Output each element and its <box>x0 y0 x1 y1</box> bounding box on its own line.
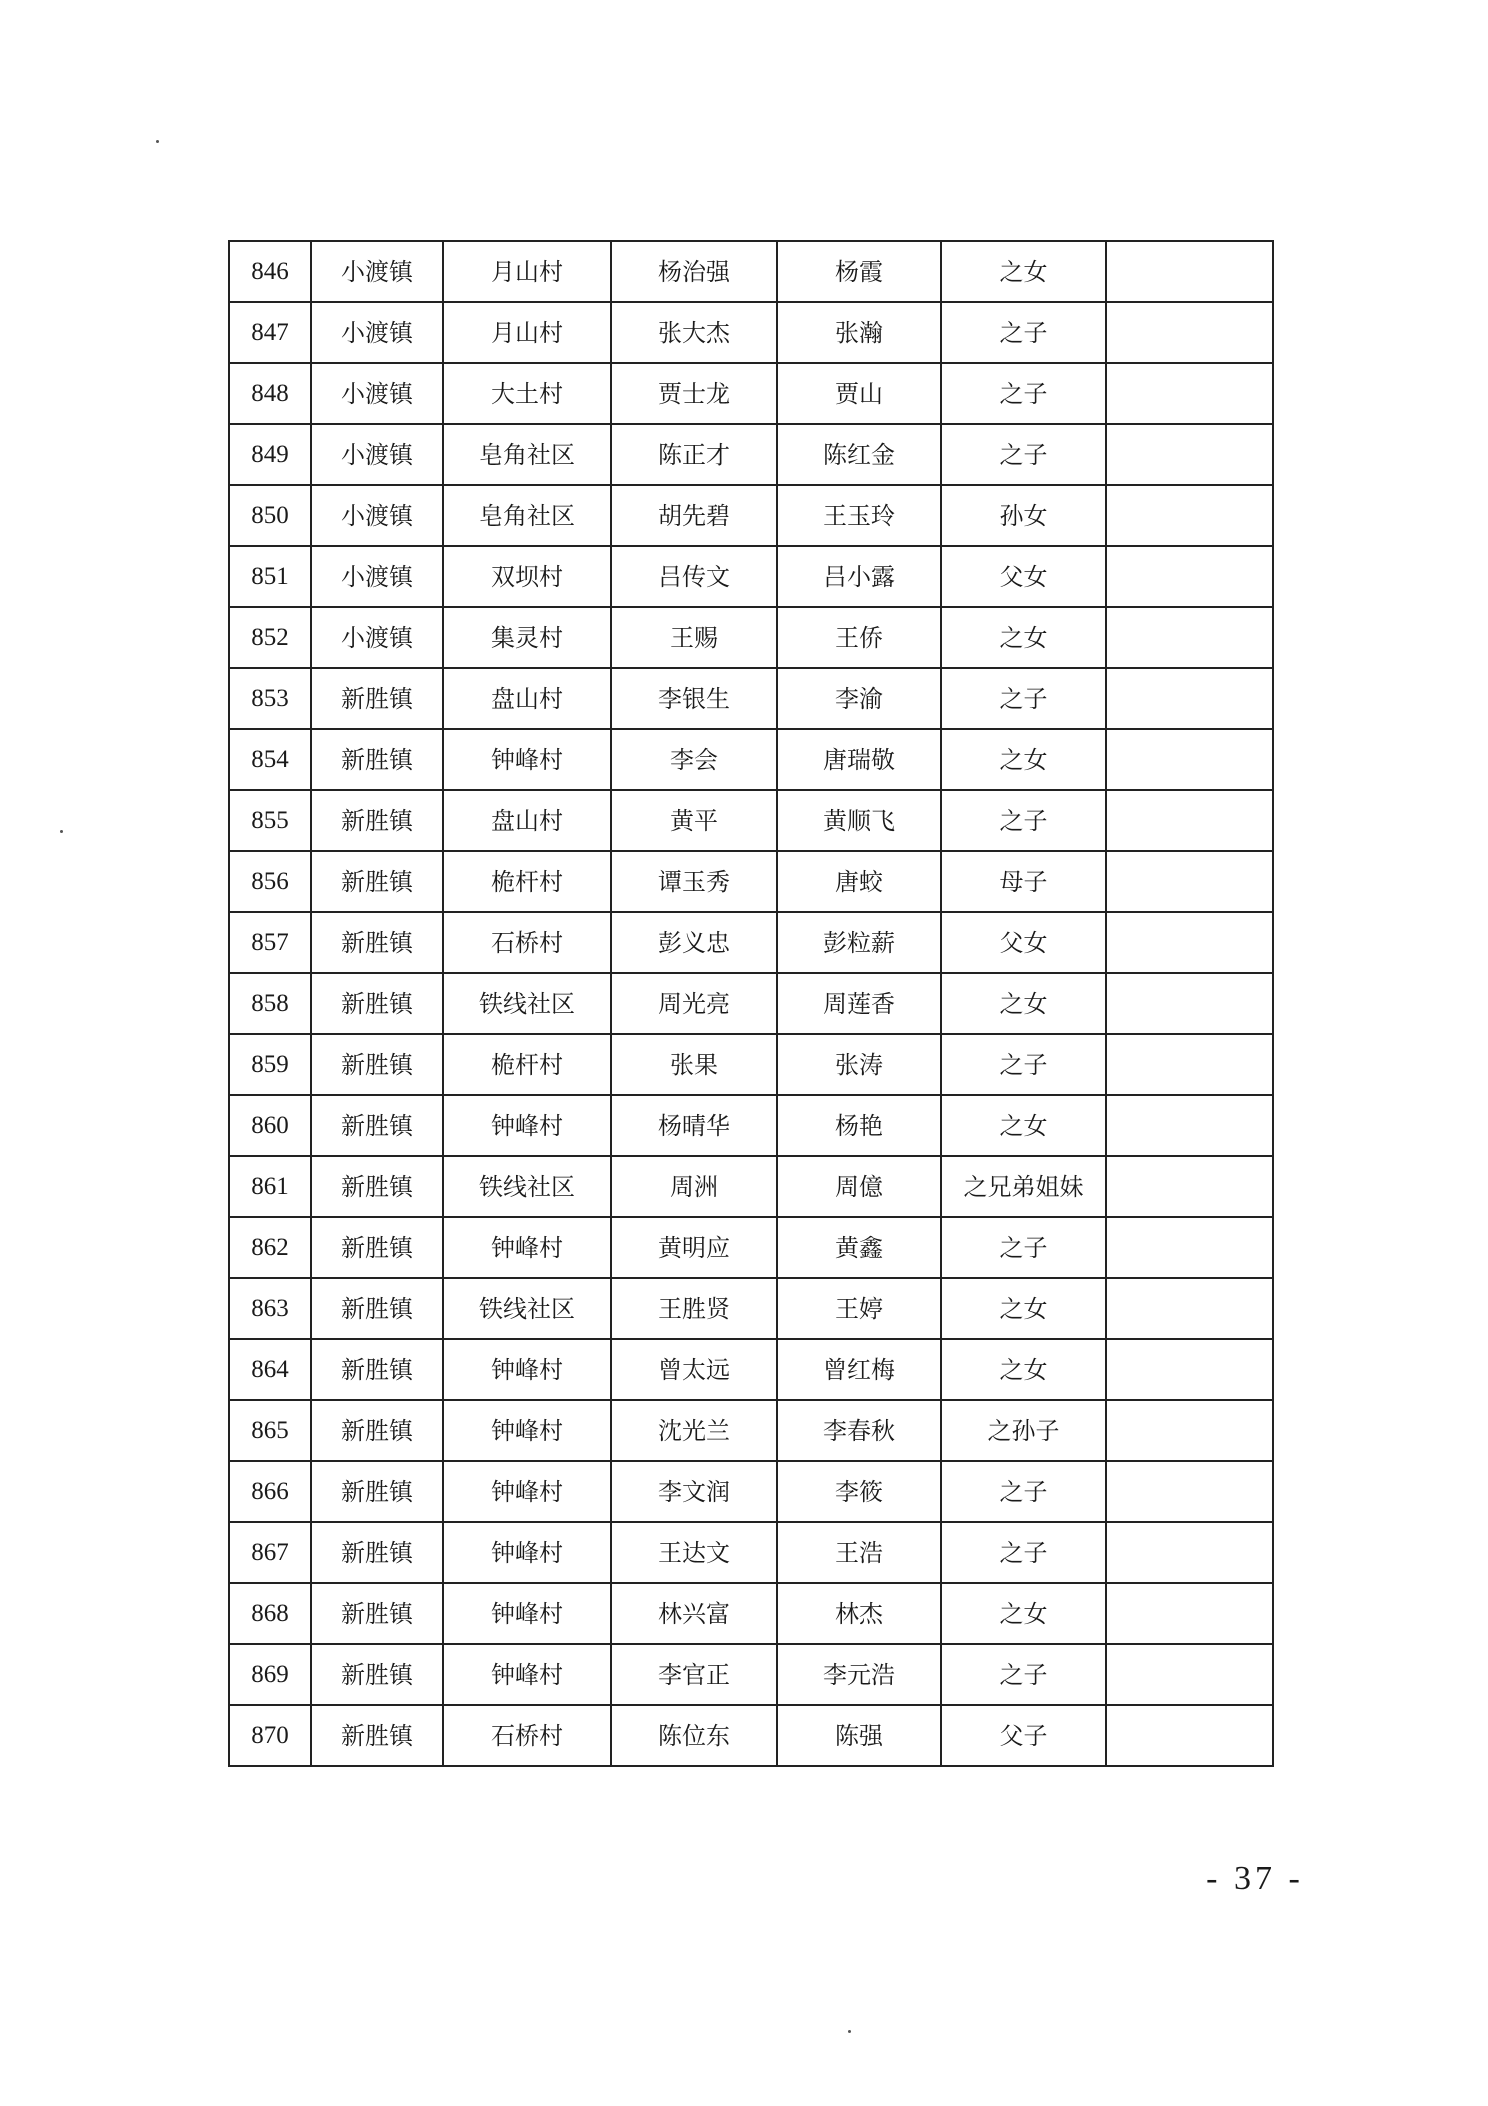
relative-cell: 张涛 <box>777 1034 941 1095</box>
relative-cell: 周億 <box>777 1156 941 1217</box>
note-cell <box>1106 546 1273 607</box>
row-number: 850 <box>229 485 311 546</box>
name-cell: 彭义忠 <box>611 912 777 973</box>
relative-cell: 周莲香 <box>777 973 941 1034</box>
note-cell <box>1106 1095 1273 1156</box>
table-row <box>229 851 1273 912</box>
town-cell: 小渡镇 <box>311 424 443 485</box>
relation-cell: 之女 <box>941 1583 1106 1644</box>
note-cell <box>1106 1034 1273 1095</box>
row-number: 852 <box>229 607 311 668</box>
town-cell: 新胜镇 <box>311 729 443 790</box>
village-cell: 双坝村 <box>443 546 611 607</box>
note-cell <box>1106 1522 1273 1583</box>
relative-cell: 李筱 <box>777 1461 941 1522</box>
town-cell: 小渡镇 <box>311 241 443 302</box>
table-row <box>229 485 1273 546</box>
relative-cell: 李渝 <box>777 668 941 729</box>
row-number: 864 <box>229 1339 311 1400</box>
village-cell: 石桥村 <box>443 912 611 973</box>
village-cell: 钟峰村 <box>443 1217 611 1278</box>
relative-cell: 陈强 <box>777 1705 941 1766</box>
name-cell: 李文润 <box>611 1461 777 1522</box>
name-cell: 李银生 <box>611 668 777 729</box>
note-cell <box>1106 363 1273 424</box>
relation-cell: 之子 <box>941 302 1106 363</box>
relation-cell: 之女 <box>941 729 1106 790</box>
note-cell <box>1106 729 1273 790</box>
row-number: 866 <box>229 1461 311 1522</box>
town-cell: 新胜镇 <box>311 1217 443 1278</box>
relation-cell: 父子 <box>941 1705 1106 1766</box>
name-cell: 胡先碧 <box>611 485 777 546</box>
row-number: 855 <box>229 790 311 851</box>
name-cell: 王赐 <box>611 607 777 668</box>
village-cell: 月山村 <box>443 302 611 363</box>
note-cell <box>1106 668 1273 729</box>
name-cell: 王达文 <box>611 1522 777 1583</box>
relative-cell: 杨霞 <box>777 241 941 302</box>
town-cell: 新胜镇 <box>311 1583 443 1644</box>
relative-cell: 彭粒薪 <box>777 912 941 973</box>
village-cell: 钟峰村 <box>443 1095 611 1156</box>
name-cell: 张大杰 <box>611 302 777 363</box>
row-number: 853 <box>229 668 311 729</box>
table-row <box>229 668 1273 729</box>
name-cell: 李会 <box>611 729 777 790</box>
name-cell: 陈正才 <box>611 424 777 485</box>
town-cell: 新胜镇 <box>311 1095 443 1156</box>
town-cell: 新胜镇 <box>311 912 443 973</box>
town-cell: 新胜镇 <box>311 1400 443 1461</box>
village-cell: 钟峰村 <box>443 1522 611 1583</box>
village-cell: 钟峰村 <box>443 1461 611 1522</box>
village-cell: 铁线社区 <box>443 1156 611 1217</box>
name-cell: 李官正 <box>611 1644 777 1705</box>
row-number: 867 <box>229 1522 311 1583</box>
relation-cell: 之子 <box>941 1034 1106 1095</box>
town-cell: 新胜镇 <box>311 1522 443 1583</box>
town-cell: 新胜镇 <box>311 790 443 851</box>
town-cell: 新胜镇 <box>311 1461 443 1522</box>
town-cell: 新胜镇 <box>311 668 443 729</box>
village-cell: 桅杆村 <box>443 1034 611 1095</box>
table-row <box>229 1583 1273 1644</box>
name-cell: 杨治强 <box>611 241 777 302</box>
town-cell: 新胜镇 <box>311 1156 443 1217</box>
name-cell: 沈光兰 <box>611 1400 777 1461</box>
name-cell: 谭玉秀 <box>611 851 777 912</box>
village-cell: 皂角社区 <box>443 485 611 546</box>
relative-cell: 李元浩 <box>777 1644 941 1705</box>
relative-cell: 唐瑞敬 <box>777 729 941 790</box>
row-number: 846 <box>229 241 311 302</box>
name-cell: 黄平 <box>611 790 777 851</box>
table-row <box>229 546 1273 607</box>
relative-cell: 王浩 <box>777 1522 941 1583</box>
row-number: 863 <box>229 1278 311 1339</box>
relation-cell: 之女 <box>941 1339 1106 1400</box>
row-number: 868 <box>229 1583 311 1644</box>
row-number: 851 <box>229 546 311 607</box>
village-cell: 钟峰村 <box>443 1400 611 1461</box>
page-number: - 37 - <box>1206 1860 1304 1897</box>
roster-table <box>228 240 1274 1767</box>
note-cell <box>1106 1400 1273 1461</box>
table-row <box>229 1644 1273 1705</box>
relation-cell: 之子 <box>941 1461 1106 1522</box>
row-number: 859 <box>229 1034 311 1095</box>
table-row <box>229 1095 1273 1156</box>
town-cell: 新胜镇 <box>311 1278 443 1339</box>
name-cell: 贾士龙 <box>611 363 777 424</box>
note-cell <box>1106 1461 1273 1522</box>
note-cell <box>1106 1339 1273 1400</box>
name-cell: 周洲 <box>611 1156 777 1217</box>
scan-speck <box>60 830 63 833</box>
note-cell <box>1106 302 1273 363</box>
village-cell: 皂角社区 <box>443 424 611 485</box>
table-row <box>229 973 1273 1034</box>
table-row <box>229 1522 1273 1583</box>
relation-cell: 之女 <box>941 607 1106 668</box>
town-cell: 新胜镇 <box>311 1644 443 1705</box>
note-cell <box>1106 1705 1273 1766</box>
table-row <box>229 302 1273 363</box>
name-cell: 陈位东 <box>611 1705 777 1766</box>
relative-cell: 黄鑫 <box>777 1217 941 1278</box>
relative-cell: 陈红金 <box>777 424 941 485</box>
village-cell: 钟峰村 <box>443 1583 611 1644</box>
relation-cell: 之女 <box>941 973 1106 1034</box>
relation-cell: 之女 <box>941 1278 1106 1339</box>
table-row <box>229 607 1273 668</box>
relative-cell: 王婷 <box>777 1278 941 1339</box>
village-cell: 钟峰村 <box>443 729 611 790</box>
row-number: 869 <box>229 1644 311 1705</box>
town-cell: 新胜镇 <box>311 973 443 1034</box>
village-cell: 大土村 <box>443 363 611 424</box>
name-cell: 周光亮 <box>611 973 777 1034</box>
town-cell: 新胜镇 <box>311 1034 443 1095</box>
row-number: 856 <box>229 851 311 912</box>
village-cell: 石桥村 <box>443 1705 611 1766</box>
note-cell <box>1106 790 1273 851</box>
relation-cell: 之子 <box>941 790 1106 851</box>
relation-cell: 之子 <box>941 424 1106 485</box>
table-row <box>229 1217 1273 1278</box>
name-cell: 张果 <box>611 1034 777 1095</box>
town-cell: 小渡镇 <box>311 485 443 546</box>
scan-speck <box>848 2030 851 2033</box>
scan-speck <box>156 140 159 143</box>
village-cell: 盘山村 <box>443 790 611 851</box>
note-cell <box>1106 973 1273 1034</box>
name-cell: 杨晴华 <box>611 1095 777 1156</box>
village-cell: 钟峰村 <box>443 1644 611 1705</box>
relative-cell: 张瀚 <box>777 302 941 363</box>
table-row <box>229 1278 1273 1339</box>
relative-cell: 吕小露 <box>777 546 941 607</box>
relation-cell: 之子 <box>941 1522 1106 1583</box>
name-cell: 吕传文 <box>611 546 777 607</box>
town-cell: 小渡镇 <box>311 546 443 607</box>
town-cell: 新胜镇 <box>311 1705 443 1766</box>
relative-cell: 王侨 <box>777 607 941 668</box>
row-number: 848 <box>229 363 311 424</box>
name-cell: 黄明应 <box>611 1217 777 1278</box>
relative-cell: 唐蛟 <box>777 851 941 912</box>
village-cell: 铁线社区 <box>443 973 611 1034</box>
relation-cell: 之子 <box>941 1217 1106 1278</box>
relation-cell: 母子 <box>941 851 1106 912</box>
row-number: 862 <box>229 1217 311 1278</box>
note-cell <box>1106 1644 1273 1705</box>
row-number: 865 <box>229 1400 311 1461</box>
row-number: 857 <box>229 912 311 973</box>
table-row <box>229 1034 1273 1095</box>
roster-table-body <box>229 241 1273 1766</box>
relative-cell: 贾山 <box>777 363 941 424</box>
village-cell: 钟峰村 <box>443 1339 611 1400</box>
town-cell: 小渡镇 <box>311 607 443 668</box>
row-number: 854 <box>229 729 311 790</box>
table-row <box>229 424 1273 485</box>
table-row <box>229 1339 1273 1400</box>
row-number: 870 <box>229 1705 311 1766</box>
town-cell: 新胜镇 <box>311 1339 443 1400</box>
table-row <box>229 1461 1273 1522</box>
village-cell: 盘山村 <box>443 668 611 729</box>
table-row <box>229 1400 1273 1461</box>
table-row <box>229 729 1273 790</box>
relative-cell: 曾红梅 <box>777 1339 941 1400</box>
table-row <box>229 363 1273 424</box>
note-cell <box>1106 1278 1273 1339</box>
relative-cell: 黄顺飞 <box>777 790 941 851</box>
row-number: 849 <box>229 424 311 485</box>
town-cell: 新胜镇 <box>311 851 443 912</box>
town-cell: 小渡镇 <box>311 363 443 424</box>
note-cell <box>1106 851 1273 912</box>
relation-cell: 之女 <box>941 241 1106 302</box>
relation-cell: 之子 <box>941 363 1106 424</box>
relative-cell: 杨艳 <box>777 1095 941 1156</box>
row-number: 858 <box>229 973 311 1034</box>
table-row <box>229 1156 1273 1217</box>
note-cell <box>1106 485 1273 546</box>
relation-cell: 孙女 <box>941 485 1106 546</box>
relation-cell: 之子 <box>941 1644 1106 1705</box>
note-cell <box>1106 241 1273 302</box>
table-row <box>229 1705 1273 1766</box>
village-cell: 铁线社区 <box>443 1278 611 1339</box>
note-cell <box>1106 1217 1273 1278</box>
note-cell <box>1106 424 1273 485</box>
relative-cell: 李春秋 <box>777 1400 941 1461</box>
row-number: 861 <box>229 1156 311 1217</box>
name-cell: 王胜贤 <box>611 1278 777 1339</box>
relation-cell: 之女 <box>941 1095 1106 1156</box>
table-row <box>229 912 1273 973</box>
row-number: 847 <box>229 302 311 363</box>
town-cell: 小渡镇 <box>311 302 443 363</box>
note-cell <box>1106 607 1273 668</box>
relative-cell: 王玉玲 <box>777 485 941 546</box>
note-cell <box>1106 1156 1273 1217</box>
relation-cell: 父女 <box>941 912 1106 973</box>
village-cell: 桅杆村 <box>443 851 611 912</box>
table-row <box>229 790 1273 851</box>
village-cell: 月山村 <box>443 241 611 302</box>
relative-cell: 林杰 <box>777 1583 941 1644</box>
name-cell: 林兴富 <box>611 1583 777 1644</box>
village-cell: 集灵村 <box>443 607 611 668</box>
name-cell: 曾太远 <box>611 1339 777 1400</box>
row-number: 860 <box>229 1095 311 1156</box>
relation-cell: 之兄弟姐妹 <box>941 1156 1106 1217</box>
relation-cell: 之子 <box>941 668 1106 729</box>
relation-cell: 父女 <box>941 546 1106 607</box>
note-cell <box>1106 912 1273 973</box>
note-cell <box>1106 1583 1273 1644</box>
table-row <box>229 241 1273 302</box>
relation-cell: 之孙子 <box>941 1400 1106 1461</box>
